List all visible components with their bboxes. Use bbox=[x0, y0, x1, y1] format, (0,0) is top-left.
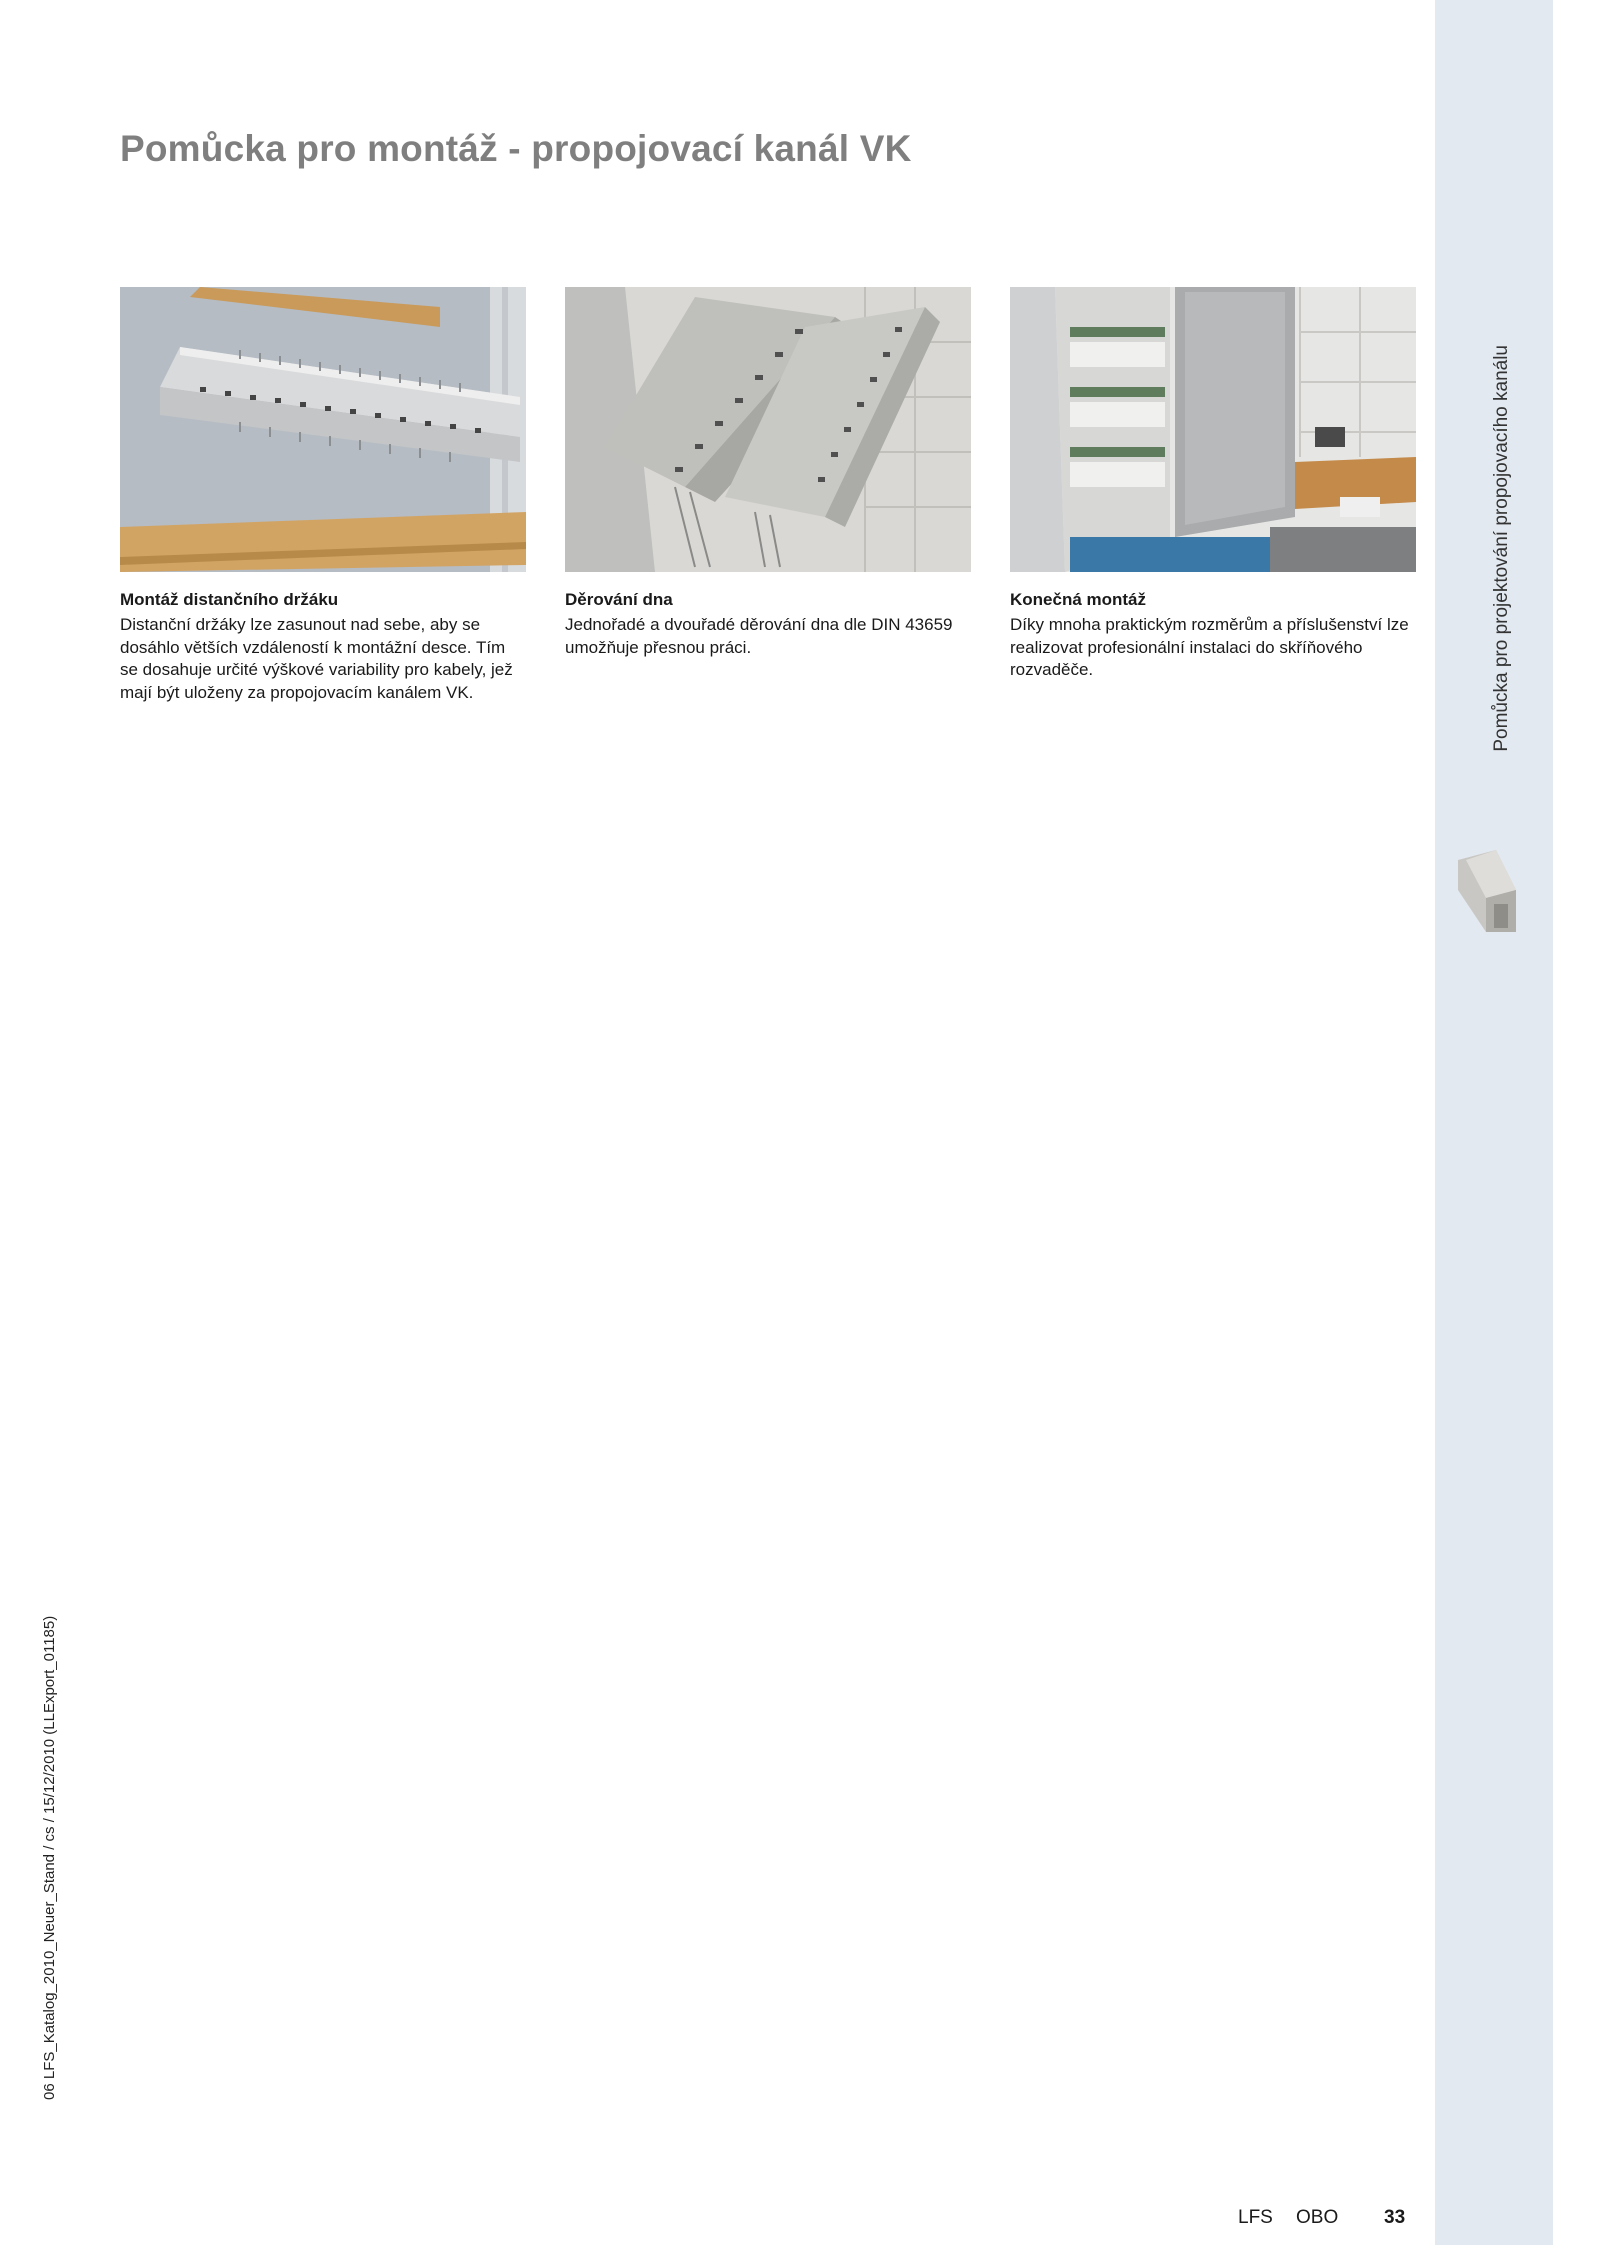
spacer-mounting-heading: Montáž distančního držáku bbox=[120, 590, 339, 609]
column-base-perforation bbox=[565, 287, 971, 659]
print-info: 06 LFS_Katalog_2010_Neuer_Stand / cs / 15/12/2010 (LLExport_01185) bbox=[41, 1615, 58, 2100]
spacer-mounting-photo bbox=[120, 287, 526, 572]
final-assembly-heading: Konečná montáž bbox=[1010, 590, 1147, 609]
footer-brand: OBO bbox=[1296, 2207, 1339, 2228]
base-perforation-photo bbox=[565, 287, 971, 572]
spacer-mounting-text: Distanční držáky lze zasunout nad sebe, aby se dosáhlo větších vzdáleností k montážní desce. Tím se dosahuje určité výškové variability pro kabely, jež mají být uloženy za propojovacím kanálem VK. bbox=[120, 615, 513, 702]
page-number: 33 bbox=[1384, 2207, 1406, 2228]
base-perforation-text: Jednořadé a dvouřadé děrování dna dle DIN 43659 umožňuje přesnou práci. bbox=[565, 615, 953, 657]
final-assembly-text: Díky mnoha praktickým rozměrům a příslušenství lze realizovat profesionální instalaci do skříňového rozvaděče. bbox=[1010, 615, 1409, 679]
page-title: Pomůcka pro montáž - propojovací kanál VK bbox=[120, 128, 912, 169]
base-perforation-heading: Děrování dna bbox=[565, 590, 673, 609]
section-sidebar bbox=[1435, 0, 1553, 2245]
footer-section: LFS bbox=[1238, 2207, 1273, 2228]
column-final-assembly bbox=[1010, 287, 1416, 682]
cable-duct-thumbnail bbox=[1456, 850, 1518, 932]
sidebar-section-label: Pomůcka pro projektování propojovacího kanálu bbox=[1491, 345, 1512, 752]
column-spacer-mounting bbox=[120, 287, 526, 704]
final-assembly-photo bbox=[1010, 287, 1416, 572]
